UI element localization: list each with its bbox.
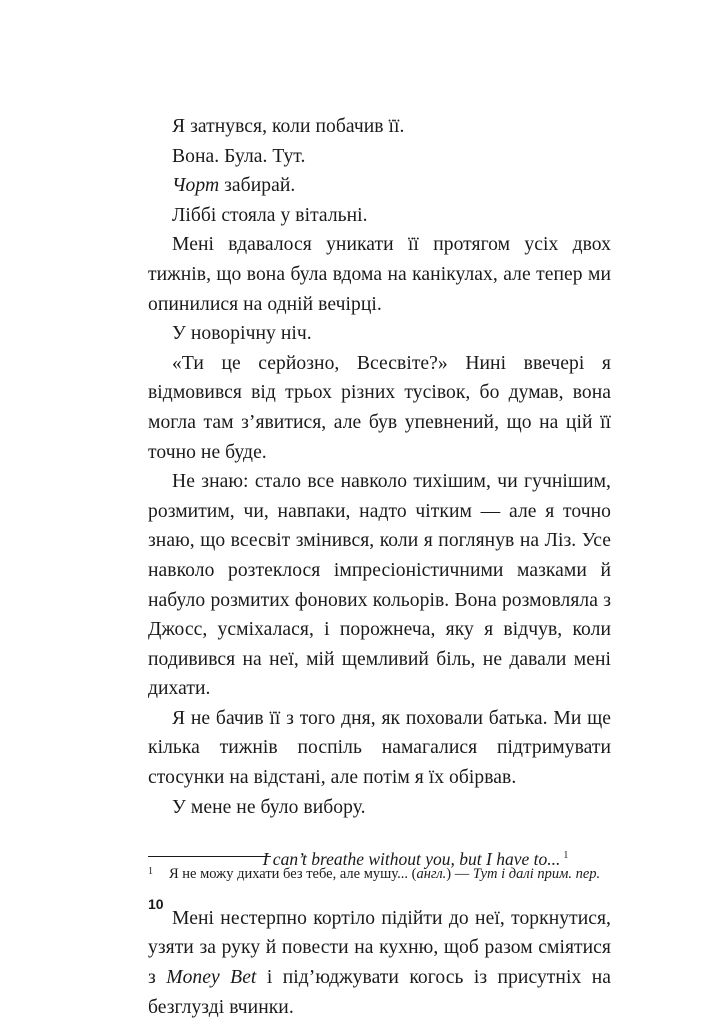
paragraph-9: Я не бачив її з того дня, як поховали батька. Ми ще кілька тижнів поспіль намагалися підтримувати стосунки на відстані, але потім я їх обірвав. bbox=[148, 707, 611, 789]
paragraph-6: У новорічну ніч. bbox=[172, 323, 312, 345]
paragraph-4: Ліббі стояла у вітальні. bbox=[172, 204, 368, 226]
paragraph-8: Не знаю: стало все навколо тихішим, чи гучнішим, розмитим, чи, навпаки, надто чітким — але я точно знаю, що всесвіт змінився, коли я поглянув на Ліз. Усе навколо розтеклося імпресіоністичними мазками й набуло розмитих фонових кольорів. Вона розмовляла з Джосс, усміхалася, і порожнеча, яку я відчув, коли подивився на неї, мій щемливий біль, не давали мені дихати. bbox=[148, 471, 611, 700]
footnote-mark: 1 bbox=[148, 866, 153, 877]
footnote-reference: 1 bbox=[563, 850, 569, 862]
paragraph-1: Я затнувся, коли побачив її. bbox=[172, 116, 405, 137]
footnote: 1 Я не можу дихати без тебе, але мушу... (англ.) — Тут і далі прим. пер. bbox=[148, 862, 618, 884]
paragraph-3: Чорт забирай. bbox=[172, 175, 296, 197]
paragraph-2: Вона. Була. Тут. bbox=[172, 145, 306, 167]
page-number: 10 bbox=[148, 896, 164, 912]
italic-title: Money Bet bbox=[166, 967, 257, 989]
footnote-note: Тут і далі прим. пер. bbox=[472, 866, 601, 882]
paragraph-5: Мені вдавалося уникати її протягом усіх двох тижнів, що вона була вдома на канікулах, але тепер ми опинилися на одній вечірці. bbox=[148, 234, 611, 315]
footnote-lang: англ. bbox=[416, 866, 447, 882]
italic-word: Чорт bbox=[172, 175, 220, 197]
paragraph-7: «Ти це серйозно, Всесвіте?» Нині ввечері я відмовився від трьох різних тусівок, бо думав, вона могла там з’явитися, але був упевнений, що на цій її точно не буде. bbox=[148, 352, 611, 463]
page-body bbox=[148, 112, 611, 1022]
paragraph-11: Мені нестерпно кортіло підійти до неї, торкнутися, узяти за руку й повести на кухню, щоб разом сміятися з Money Bet і під’юджувати когось із присутніх на безглузді вчинки. bbox=[148, 907, 611, 1018]
song-quote: I can’t breathe without you, but I have to... $^1$ bbox=[262, 849, 569, 870]
paragraph-10: У мене не було вибору. bbox=[172, 796, 366, 818]
footnote-divider bbox=[148, 856, 271, 857]
